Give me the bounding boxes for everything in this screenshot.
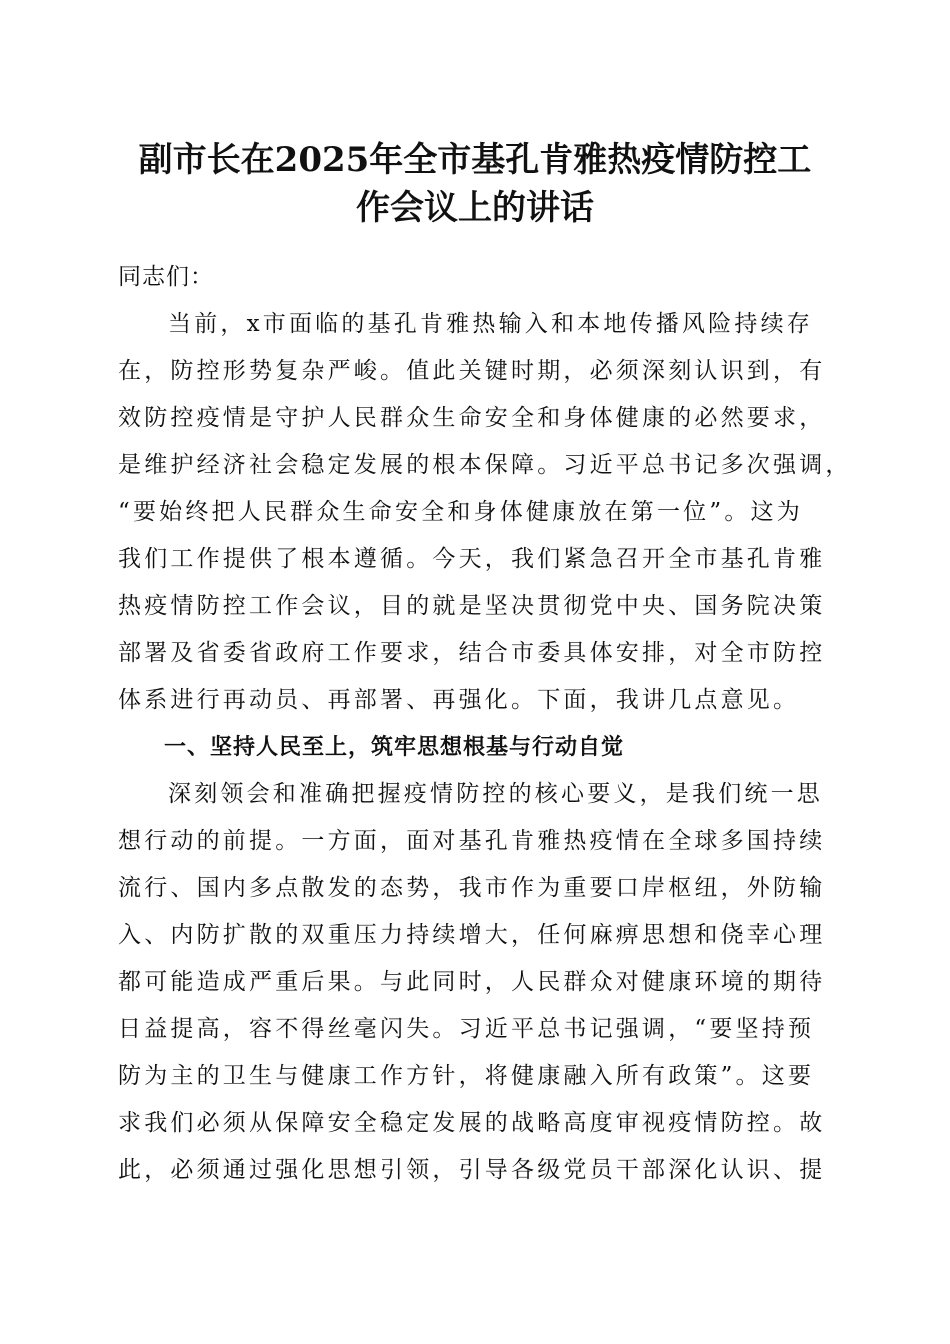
section-heading: 一、坚持人民至上，筑牢思想根基与行动自觉 [164,735,625,760]
paragraph-line: 此，必须通过强化思想引领，引导各级党员干部深化认识、提 [118,1157,826,1183]
paragraph-line: 想行动的前提。一方面，面对基孔肯雅热疫情在全球多国持续 [118,828,826,854]
paragraph-line: 在，防控形势复杂严峻。值此关键时期，必须深刻认识到，有 [118,358,826,384]
paragraph-intro [118,301,852,724]
paragraph-line: 求我们必须从保障安全稳定发展的战略高度审视疫情防控。故 [118,1110,826,1136]
paragraph-line: 是维护经济社会稳定发展的根本保障。习近平总书记多次强调， [118,452,852,478]
paragraph-line: 效防控疫情是守护人民群众生命安全和身体健康的必然要求， [118,405,826,431]
paragraph-line: 部署及省委省政府工作要求，结合市委具体安排，对全市防控 [118,640,826,666]
salutation: 同志们： [118,264,214,290]
paragraph-line: 流行、国内多点散发的态势，我市作为重要口岸枢纽，外防输 [118,875,826,901]
paragraph-line: 防为主的卫生与健康工作方针，将健康融入所有政策”。这要 [118,1063,815,1089]
paragraph-line: 入、内防扩散的双重压力持续增大，任何麻痹思想和侥幸心理 [118,922,826,948]
document-title [100,136,850,232]
title-line: 副市长在2025年全市基孔肯雅热疫情防控工 [138,140,812,180]
paragraph-line: 当前，x市面临的基孔肯雅热输入和本地传播风险持续存 [168,311,813,337]
paragraph-line: “要始终把人民群众生命安全和身体健康放在第一位”。这为 [118,499,803,525]
paragraph-line: 体系进行再动员、再部署、再强化。下面，我讲几点意见。 [118,687,800,713]
paragraph-line: 深刻领会和准确把握疫情防控的核心要义，是我们统一思 [168,781,823,807]
paragraph-line: 都可能造成严重后果。与此同时，人民群众对健康环境的期待 [118,969,826,995]
document-body [118,254,852,1194]
paragraph-line: 热疫情防控工作会议，目的就是坚决贯彻党中央、国务院决策 [118,593,826,619]
paragraph-section1 [118,771,838,1194]
title-line: 作会议上的讲话 [356,188,594,228]
paragraph-line: 我们工作提供了根本遵循。今天，我们紧急召开全市基孔肯雅 [118,546,826,572]
paragraph-line: 日益提高，容不得丝毫闪失。习近平总书记强调，“要坚持预 [118,1016,815,1042]
